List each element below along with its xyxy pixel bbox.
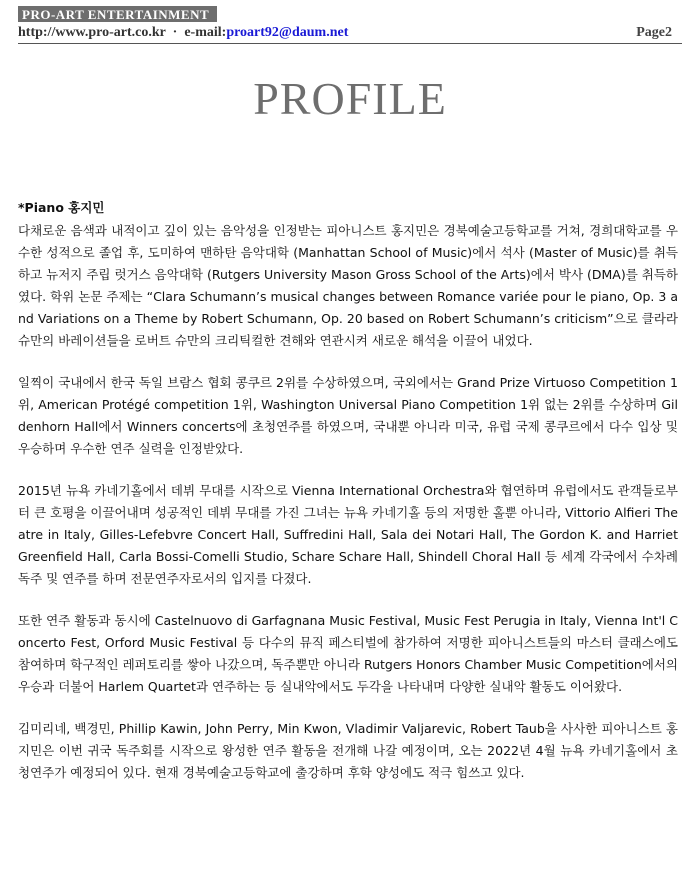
website-link[interactable]: http://www.pro-art.co.kr [18, 25, 166, 40]
profile-paragraph-5: 김미리네, 백경민, Phillip Kawin, John Perry, Min Kwon, Vladimir Valjarevic, Robert Taub을 사사한 피아니스트 홍지민은 이번 귀국 독주회를 시작으로 왕성한 연주 활동을 전개해 나갈 예정이며, 오는 2022년 4월 뉴욕 카네기홀에서 초청연주가 예정되어 있다. 현재 경북예술고등학교에 출강하며 후학 양성에도 적극 힘쓰고 있다. [18, 721, 678, 780]
profile-heading: *Piano 홍지민 [18, 200, 105, 215]
company-name: PRO-ART ENTERTAINMENT [18, 6, 217, 22]
page-title: PROFILE [253, 73, 447, 124]
profile-paragraph-4: 또한 연주 활동과 동시에 Castelnuovo di Garfagnana Music Festival, Music Fest Perugia in Italy, Vienna Int'l Concerto Fest, Orford Music Festival 등 다수의 뮤직 페스티벌에 참가하여 저명한 피아니스트들의 마스터 클래스에도 참여하며 학구적인 레퍼토리를 쌓아 나갔으며, 독주뿐만 아니라 Rutgers Honors Chamber Music Competition에서의 우승과 더불어 Harlem Quartet과 연주하는 등 실내악에서도 두각을 나타내며 다양한 실내악 활동도 이어왔다. [18, 613, 678, 694]
email-link[interactable]: proart92@daum.net [226, 25, 349, 40]
page-number: Page2 [636, 25, 672, 40]
profile-paragraph-3: 2015년 뉴욕 카네기홀에서 데뷔 무대를 시작으로 Vienna International Orchestra와 협연하며 유럽에서도 관객들로부터 큰 호평을 이끌어내며 성공적인 데뷔 무대를 가진 그녀는 뉴욕 카네기홀 등의 저명한 홀뿐 아니라, Vittorio Alfieri Theatre in Italy, Gilles-Lefebvre Concert Hall, Suffredini Hall, Sala dei Notari Hall, The Gordon K. and Harriet Greenfield Hall, Carla Bossi-Comelli Studio, Schare Schare Hall, Shindell Choral Hall 등 세계 각국에서 수차례 독주 및 연주를 하며 전문연주자로서의 입지를 다졌다. [18, 483, 678, 586]
separator-dot: · [172, 25, 178, 40]
page-header [18, 4, 682, 44]
contact-line [18, 23, 682, 44]
email-label: e-mail: [184, 25, 227, 40]
profile-paragraph-2: 일찍이 국내에서 한국 독일 브람스 협회 콩쿠르 2위를 수상하였으며, 국외에서는 Grand Prize Virtuoso Competition 1위, American Protégé competition 1위, Washington Universal Piano Competition 1위 없는 2위를 수상하며 Gildenhorn Hall에서 Winners concerts에 초청연주를 하였으며, 국내뿐 아니라 미국, 유럽 국제 콩쿠르에서 다수 입상 및 우승하며 우수한 연주 실력을 인정받았다. [18, 375, 678, 456]
profile-paragraph-1: 다채로운 음색과 내적이고 깊이 있는 음악성을 인정받는 피아니스트 홍지민은 경북예술고등학교를 거쳐, 경희대학교를 우수한 성적으로 졸업 후, 도미하여 맨하탄 음악대학 (Manhattan School of Music)에서 석사 (Master of Music)를 취득하고 뉴저지 주립 럿거스 음악대학 (Rutgers University Mason Gross School of the Arts)에서 박사 (DMA)를 취득하였다. 학위 논문 주제는 “Clara Schumann’s musical changes between Romance variée pour le piano, Op. 3 and Variations on a Theme by Robert Schumann, Op. 20 based on Robert Schumann’s criticism”으로 클라라 슈만의 바레이션들을 로버트 슈만의 크리틱컬한 견해와 연관시켜 새로운 해석을 이끌어 내었다. [18, 223, 678, 348]
profile-section [18, 198, 678, 804]
